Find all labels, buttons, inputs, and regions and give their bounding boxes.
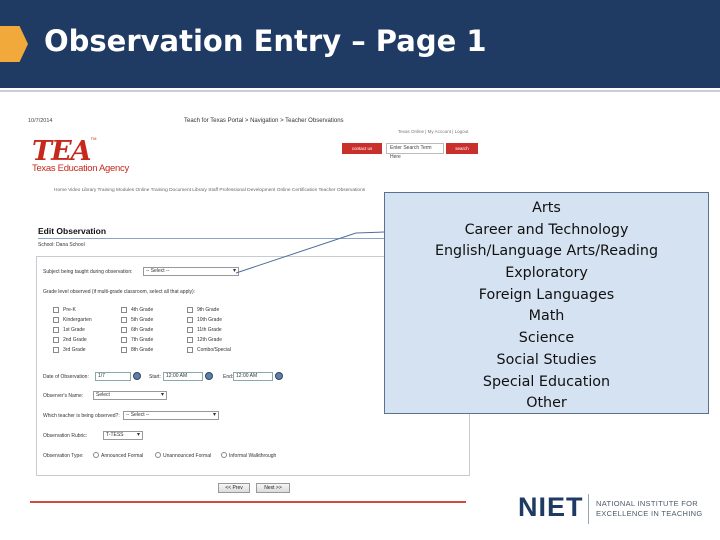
- user-links[interactable]: Texas Online | My Account | Logout: [398, 129, 469, 134]
- grade-checkbox[interactable]: [121, 317, 127, 323]
- grade-checkbox[interactable]: [187, 327, 193, 333]
- page-date: 10/7/2014: [28, 118, 53, 124]
- date-label: Date of Observation:: [43, 374, 89, 380]
- subject-option: Career and Technology: [464, 221, 629, 238]
- tea-logo-mark: TEA: [32, 136, 91, 167]
- rubric-select[interactable]: T-TESS ▾: [103, 431, 143, 440]
- end-label: End:: [223, 374, 234, 380]
- subject-option: Other: [526, 395, 567, 412]
- grade-option: Pre-K: [63, 307, 76, 313]
- grade-checkbox[interactable]: [187, 337, 193, 343]
- subject-option: Social Studies: [496, 351, 597, 368]
- subject-option: Math: [528, 308, 565, 325]
- rubric-label: Observation Rubric:: [43, 433, 88, 439]
- subject-options-callout: [384, 192, 709, 414]
- footer-rule: [30, 501, 466, 503]
- type-radio[interactable]: [155, 452, 161, 458]
- grade-checkbox[interactable]: [53, 327, 59, 333]
- grade-checkbox[interactable]: [53, 307, 59, 313]
- grade-option: 9th Grade: [197, 307, 220, 313]
- grade-option: 2nd Grade: [63, 337, 87, 343]
- grade-option: 3rd Grade: [63, 347, 86, 353]
- grade-checkbox[interactable]: [187, 347, 193, 353]
- date-input[interactable]: 1/7: [95, 372, 131, 381]
- subject-option: Foreign Languages: [478, 286, 615, 303]
- observer-select[interactable]: Select ▾: [93, 391, 167, 400]
- tea-trademark: TM: [90, 136, 97, 141]
- type-radio[interactable]: [221, 452, 227, 458]
- grade-option: 7th Grade: [131, 337, 154, 343]
- search-input[interactable]: Enter Search Term Here: [386, 143, 444, 154]
- school-label: School: Dana School: [38, 242, 85, 248]
- grade-option: 4th Grade: [131, 307, 154, 313]
- grade-checkbox[interactable]: [121, 307, 127, 313]
- subject-option: Arts: [532, 200, 561, 216]
- grade-checkbox[interactable]: [121, 337, 127, 343]
- grade-option: 12th Grade: [197, 337, 223, 343]
- grade-option: 5th Grade: [131, 317, 154, 323]
- teacher-label: Which teacher is being observed?:: [43, 413, 120, 419]
- subject-label: Subject being taught during observation:: [43, 269, 133, 275]
- niet-name-line-1: NATIONAL INSTITUTE FOR: [596, 499, 699, 508]
- end-clock-icon[interactable]: [275, 372, 283, 380]
- niet-full-name: [596, 499, 703, 519]
- subject-option: Special Education: [482, 373, 611, 390]
- next-button[interactable]: Next >>: [256, 483, 290, 493]
- contact-us-button[interactable]: contact us: [342, 143, 382, 154]
- slide-title: Observation Entry – Page 1: [44, 24, 487, 58]
- tea-logo[interactable]: [32, 136, 129, 174]
- teacher-select[interactable]: -- Select -- ▾: [123, 411, 219, 420]
- grade-option: 10th Grade: [197, 317, 223, 323]
- banner-accent-tab: [0, 26, 28, 62]
- breadcrumb[interactable]: Teach for Texas Portal > Navigation > Teacher Observations: [184, 118, 344, 124]
- niet-name-line-2: EXCELLENCE IN TEACHING: [596, 509, 703, 518]
- agency-name: Texas Education Agency: [32, 163, 129, 174]
- grade-option: 1st Grade: [63, 327, 85, 333]
- prev-button[interactable]: << Prev: [218, 483, 250, 493]
- subject-option: Exploratory: [505, 265, 588, 282]
- type-option: Informal Walkthrough: [229, 453, 277, 459]
- calendar-icon[interactable]: [133, 372, 141, 380]
- type-option: Unannounced Formal: [163, 453, 212, 459]
- grade-checkbox[interactable]: [53, 347, 59, 353]
- end-time-input[interactable]: 12:00 AM: [233, 372, 273, 381]
- search-button[interactable]: search: [446, 143, 478, 154]
- title-divider: [0, 90, 720, 92]
- niet-logo-mark: NIET: [518, 492, 584, 522]
- grade-checkbox[interactable]: [121, 347, 127, 353]
- grade-option: 6th Grade: [131, 327, 154, 333]
- grade-checkbox[interactable]: [187, 307, 193, 313]
- grade-option: Kindergarten: [63, 317, 92, 323]
- site-nav[interactable]: Home Video Library Training Modules Online Training Document Library Staff Professional Development Online Certification Teacher Observations: [54, 188, 366, 193]
- grade-checkbox[interactable]: [187, 317, 193, 323]
- form-title: Edit Observation: [38, 226, 107, 236]
- subject-option: English/Language Arts/Reading: [434, 243, 659, 260]
- grade-option: Combo/Special: [197, 347, 231, 353]
- grade-checkbox[interactable]: [121, 327, 127, 333]
- grade-label: Grade level observed (if multi-grade classroom, select all that apply):: [43, 289, 196, 295]
- grade-checkbox[interactable]: [53, 337, 59, 343]
- start-label: Start:: [149, 374, 161, 380]
- start-time-input[interactable]: 12:00 AM: [163, 372, 203, 381]
- type-option: Announced Formal: [101, 453, 144, 459]
- grade-option: 8th Grade: [131, 347, 154, 353]
- observer-label: Observer's Name:: [43, 393, 84, 399]
- type-label: Observation Type:: [43, 453, 84, 459]
- niet-logo-divider: [588, 494, 589, 524]
- subject-option: Science: [518, 330, 575, 347]
- title-banner: [0, 0, 720, 88]
- grade-option: 11th Grade: [197, 327, 222, 333]
- subject-select[interactable]: -- Select -- ▾: [143, 267, 239, 276]
- start-clock-icon[interactable]: [205, 372, 213, 380]
- niet-logo: [518, 492, 703, 523]
- grade-checkbox[interactable]: [53, 317, 59, 323]
- type-radio[interactable]: [93, 452, 99, 458]
